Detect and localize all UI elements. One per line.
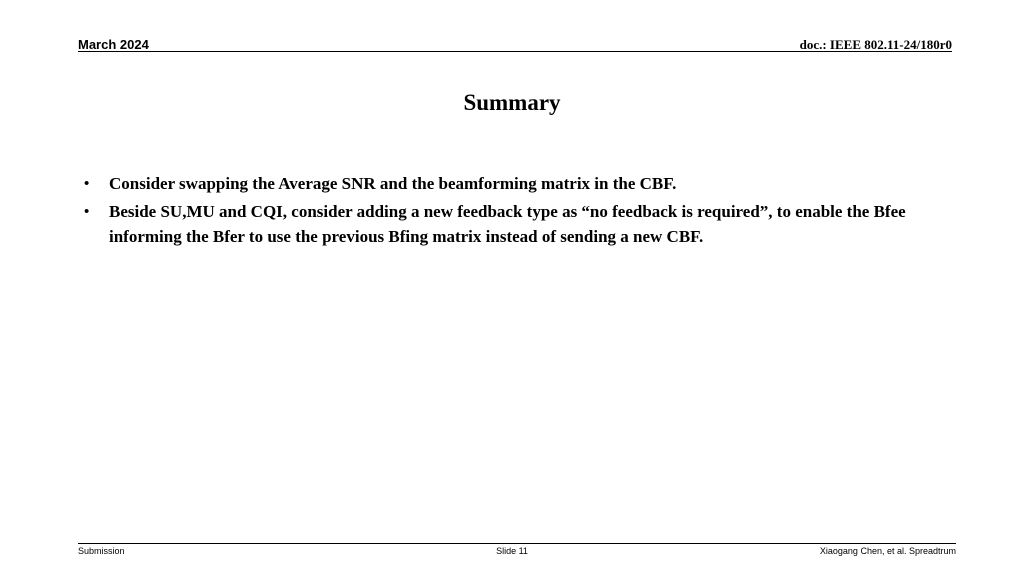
bullet-marker: • [84,203,90,220]
header-divider [78,51,952,52]
bullet-item [84,199,964,249]
bullet-text: Consider swapping the Average SNR and the beamforming matrix in the CBF. [109,174,677,193]
footer-divider [78,543,956,544]
slide-title: Summary [463,90,561,115]
document-id: doc.: IEEE 802.11-24/180r0 [799,37,952,52]
header-date: March 2024 [78,37,149,52]
footer-submission: Submission [78,546,125,556]
bullet-item [84,171,964,196]
footer-authors: Xiaogang Chen, et al. Spreadtrum [819,546,956,556]
bullet-list [84,171,964,252]
bullet-marker: • [84,175,90,192]
slide-number: Slide 11 [496,546,528,556]
bullet-text: Beside SU,MU and CQI, consider adding a new feedback type as “no feedback is required”, to enable the Bfee informing the Bfer to use the previous Bfing matrix instead of sending a new CBF. [109,202,906,246]
